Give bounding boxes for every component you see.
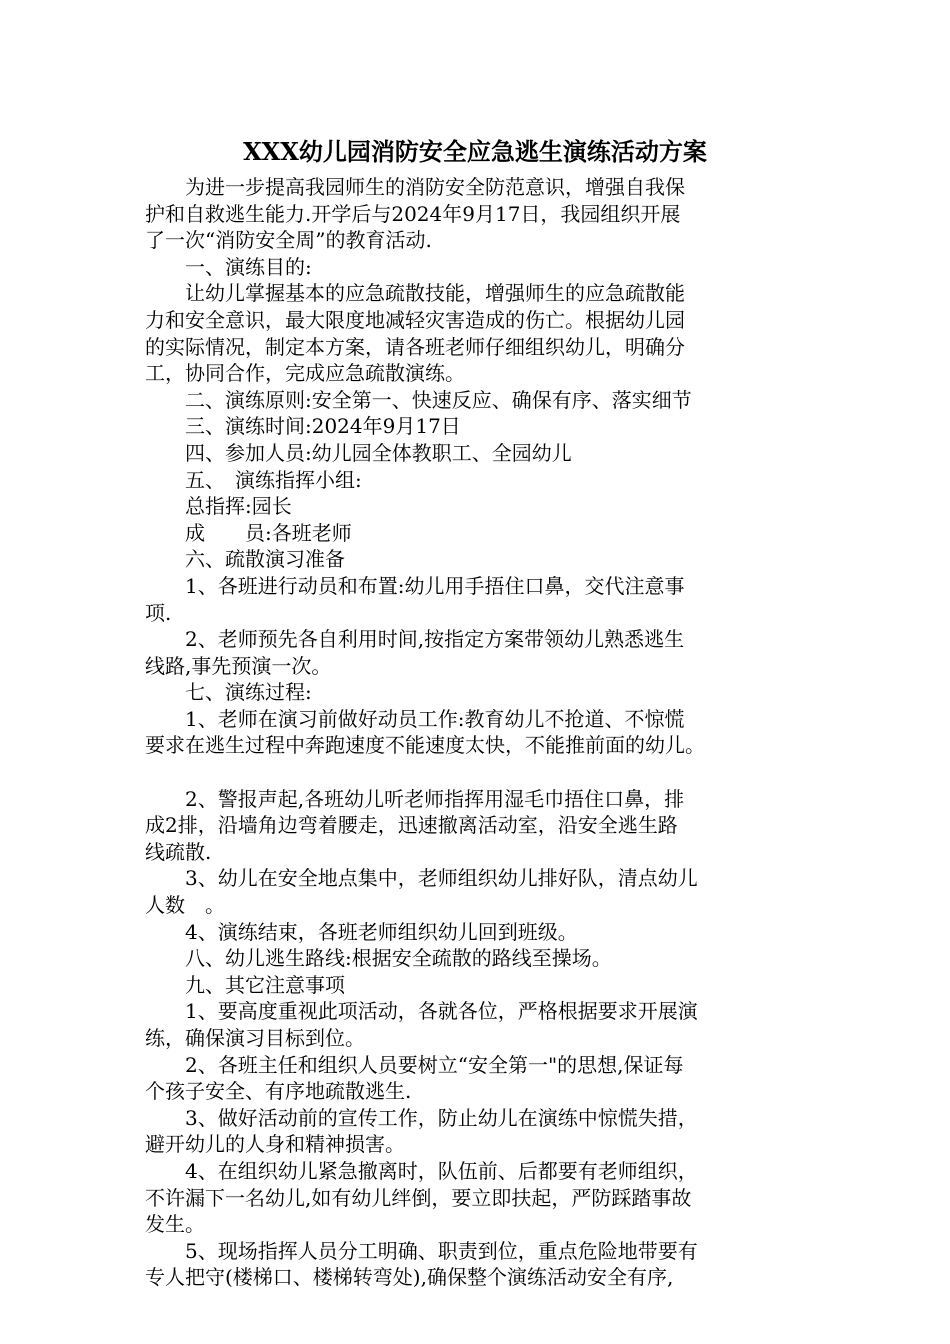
text-line: 线路,事先预演一次。 [145,653,332,678]
text-line: 练，确保演习目标到位。 [145,1026,365,1050]
text-line: 成2排，沿墙角边弯着腰走，迅速撤离活动室，沿安全逃生路 [145,813,678,838]
text-line: 项. [145,600,172,625]
text-line: 4、演练结束，各班老师组织幼儿回到班级。 [145,919,578,944]
text-line: 成 员:各班老师 [145,520,352,545]
text-line: 四、参加人员:幼儿园全体教职工、全园幼儿 [145,440,572,465]
text-line: 5、现场指挥人员分工明确、职责到位，重点危险地带要有 [145,1238,698,1263]
text-line: 三、演练时间:2024年9月17日 [145,414,461,439]
text-line: 避开幼儿的人身和精神损害。 [145,1132,405,1157]
document-body [145,174,825,1291]
text-line: 八、幼儿逃生路线:根据安全疏散的路线至操场。 [145,946,612,971]
text-line: 2、老师预先各自利用时间,按指定方案带领幼儿熟悉逃生 [145,627,685,652]
text-line: 的实际情况，制定本方案，请各班老师仔细组织幼儿，明确分 [145,334,685,359]
text-line: 3、做好活动前的宣传工作，防止幼儿在演练中惊慌失措， [145,1105,698,1130]
blank-line [145,759,825,786]
text-line: 九、其它注意事项 [145,972,345,997]
text-line: 总指挥:园长 [145,494,292,519]
text-line: 要求在逃生过程中奔跑速度不能速度太快，不能推前面的幼儿。 [145,733,705,758]
text-line: 3、幼儿在安全地点集中，老师组织幼儿排好队，清点幼儿 [145,866,698,891]
text-line: 个孩子安全、有序地疏散逃生. [145,1079,412,1104]
text-line: 二、演练原则:安全第一、快速反应、确保有序、落实细节 [145,387,692,412]
text-line: 为进一步提高我园师生的消防安全防范意识，增强自我保 [145,175,685,199]
document-title: XXX幼儿园消防安全应急逃生演练活动方案 [243,137,707,166]
text-line: 让幼儿掌握基本的应急疏散技能，增强师生的应急疏散能 [145,281,685,306]
text-line: 人数 。 [145,893,225,918]
text-line: 力和安全意识，最大限度地减轻灾害造成的伤亡。根据幼儿园 [145,307,685,332]
text-line: 1、要高度重视此项活动，各就各位，严格根据要求开展演 [145,999,698,1024]
text-line: 1、老师在演习前做好动员工作:教育幼儿不抢道、不惊慌 [145,706,685,731]
text-line: 工，协同合作，完成应急疏散演练。 [145,361,465,386]
text-line: 了一次“消防安全周”的教育活动. [145,228,432,253]
text-line: 护和自救逃生能力.开学后与2024年9月17日，我园组织开展 [145,201,681,226]
text-line: 六、疏散演习准备 [145,547,345,572]
text-line: 2、警报声起,各班幼儿听老师指挥用湿毛巾捂住口鼻，排 [145,786,685,811]
text-line: 2、各班主任和组织人员要树立“安全第一"的思想,保证每 [145,1052,684,1077]
text-line: 专人把守(楼梯口、楼梯转弯处),确保整个演练活动安全有序, [145,1265,674,1290]
text-line: 七、演练过程: [145,680,312,705]
text-line: 一、演练目的: [145,254,312,279]
text-line: 不许漏下一名幼儿,如有幼儿绊倒，要立即扶起，严防踩踏事故 [145,1185,692,1210]
text-line: 1、各班进行动员和布置:幼儿用手捂住口鼻，交代注意事 [145,573,685,598]
text-line: 线疏散. [145,839,212,864]
text-line: 五、 演练指挥小组: [145,467,362,492]
text-line: 发生。 [145,1212,205,1237]
text-line: 4、在组织幼儿紧急撤离时，队伍前、后都要有老师组织， [145,1158,698,1183]
